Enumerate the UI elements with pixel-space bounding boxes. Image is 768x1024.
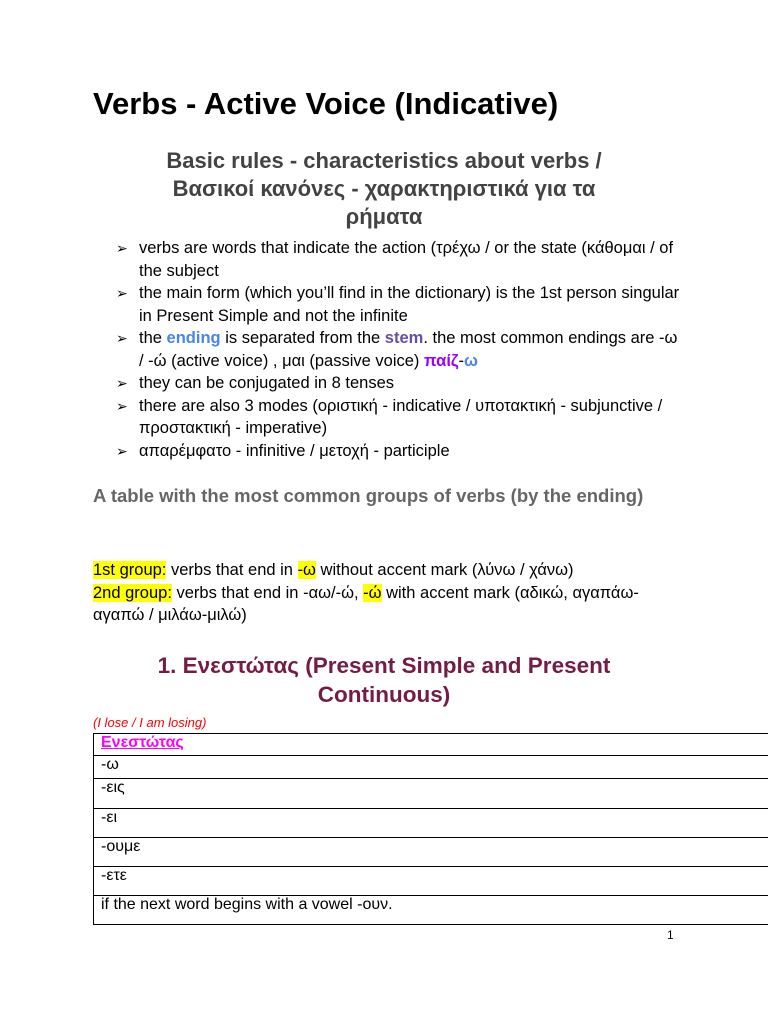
example-stem: παίζ [424, 351, 459, 370]
arrow-bullet-icon: ➢ [116, 330, 128, 346]
tense-heading [100, 651, 668, 709]
section-heading-line-3: ρήματα [345, 204, 423, 229]
example-ending: ω [464, 351, 478, 370]
group-2-ending: -ώ [363, 583, 382, 602]
arrow-bullet-icon: ➢ [116, 285, 128, 301]
rules-list [116, 237, 686, 462]
table-row [94, 756, 768, 779]
table-header-cell: Ενεστώτας [94, 734, 768, 756]
table-cell: if the next word begins with a vowel -ουν. [94, 896, 768, 925]
bullet-text: . the most common endings are -ω / -ώ (active voice) , μαι (passive voice) [139, 329, 678, 370]
table-row [94, 838, 768, 867]
verb-groups [93, 559, 668, 627]
table-header-row [94, 734, 768, 756]
table-cell: -ω [94, 756, 768, 779]
group-2-text: verbs that end in -αω/-ώ, [171, 583, 364, 602]
bullet-text: verbs are words that indicate the action (τρέχω / or the state (κάθομαι / of the subject [139, 239, 674, 280]
page-title: Verbs - Active Voice (Indicative) [93, 86, 559, 121]
section-heading-line-2: Βασικοί κανόνες - χαρακτηριστικά για τα [172, 176, 596, 201]
group-2-rest: with accent mark (αδικώ, αγαπάω-αγαπώ / μιλάω-μιλώ) [93, 583, 639, 624]
table-row [94, 809, 768, 838]
table-cell: -ετε [94, 867, 768, 896]
list-item [116, 237, 686, 282]
stem-term: stem [384, 329, 424, 347]
bullet-text: there are also 3 modes (οριστική - indicative / υποτακτική - subjunctive / προστακτική - imperative) [139, 396, 663, 437]
table-row [94, 867, 768, 896]
example-dash: - [458, 351, 464, 370]
bullet-text: they can be conjugated in 8 tenses [139, 374, 395, 392]
section-heading [100, 147, 668, 231]
group-1-label: 1st group: [93, 561, 167, 579]
group-1-ending: -ω [297, 561, 316, 579]
page-number: 1 [667, 928, 674, 942]
arrow-bullet-icon: ➢ [116, 397, 128, 414]
bullet-text: απαρέμφατο - infinitive / μετοχή - participle [139, 441, 450, 460]
tense-heading-line-1: 1. Ενεστώτας (Present Simple and Present [157, 653, 611, 678]
table-row [94, 779, 768, 809]
table-row [94, 896, 768, 925]
table-cell: -ουμε [94, 838, 768, 867]
group-2 [93, 582, 668, 627]
group-1-text: verbs that end in [166, 561, 298, 579]
arrow-bullet-icon: ➢ [116, 442, 128, 459]
list-item [116, 282, 686, 327]
group-2-label: 2nd group: [93, 583, 172, 602]
section-heading-line-1: Basic rules - characteristics about verbs / [166, 148, 602, 173]
verb-groups-heading: A table with the most common groups of verbs (by the ending) [93, 485, 644, 506]
bullet-text: the main form (which you’ll find in the dictionary) is the 1st person singular in Present Simple and not the infinite [139, 284, 680, 325]
list-item [116, 395, 686, 440]
table-cell: -ει [94, 809, 768, 838]
tense-heading-line-2: Continuous) [317, 682, 451, 707]
arrow-bullet-icon: ➢ [116, 240, 128, 256]
arrow-bullet-icon: ➢ [116, 375, 128, 391]
list-item [116, 327, 686, 372]
ending-term: ending [166, 329, 221, 347]
list-item [116, 440, 686, 463]
list-item [116, 372, 686, 395]
endings-table [93, 733, 768, 925]
bullet-text: is separated from the [220, 329, 385, 347]
group-1 [93, 559, 668, 582]
group-1-rest: without accent mark (λύνω / χάνω) [315, 561, 574, 579]
translation-note: (I lose / I am losing) [93, 715, 207, 730]
bullet-text: the [139, 329, 167, 347]
table-cell: -εις [94, 779, 768, 809]
